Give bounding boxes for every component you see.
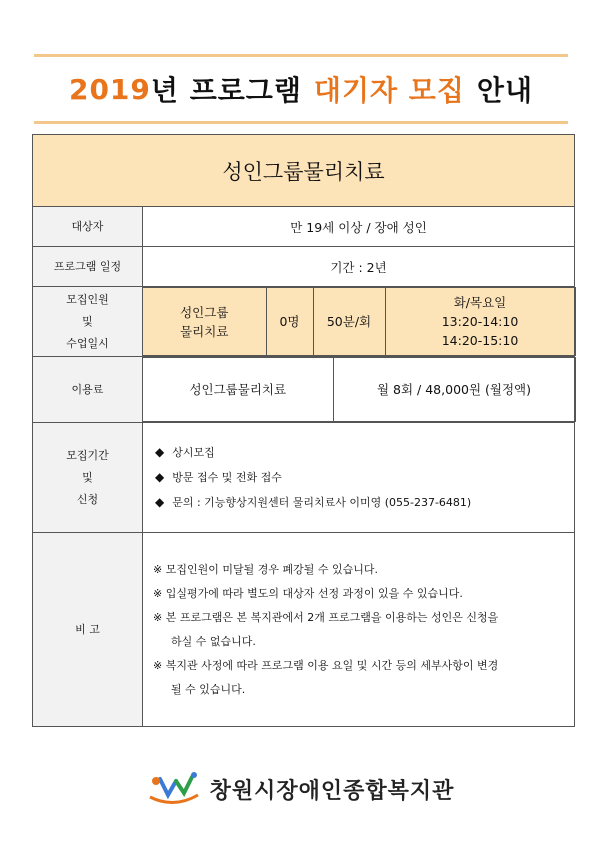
recruit-days: 화/목요일 xyxy=(453,295,507,310)
recruit-count: 0명 xyxy=(266,288,313,356)
apply-details xyxy=(143,423,575,533)
recruit-time-1: 13:20-14:10 xyxy=(441,314,519,329)
recruit-label-3: 수업일시 xyxy=(66,336,109,350)
apply-label-3: 신청 xyxy=(76,492,99,506)
apply-label-2: 및 xyxy=(82,470,93,484)
title-part3: 안내 xyxy=(476,74,534,107)
title-part1: 년 프로그램 xyxy=(150,74,302,107)
diamond-bullet-icon: ◆ xyxy=(155,495,165,509)
note-line: 하실 수 없습니다. xyxy=(171,634,256,648)
schedule-label: 프로그램 일정 xyxy=(33,247,143,287)
program-info-table xyxy=(32,134,575,727)
target-value: 만 19세 이상 / 장애 성인 xyxy=(143,207,575,247)
recruit-time xyxy=(385,288,575,356)
note-line: ※ 본 프로그램은 본 복지관에서 2개 프로그램을 이용하는 성인은 신청을 xyxy=(153,610,499,624)
apply-item xyxy=(155,440,574,465)
page-title xyxy=(34,54,568,124)
apply-item xyxy=(155,465,574,490)
apply-label xyxy=(33,423,143,533)
recruit-duration: 50분/회 xyxy=(313,288,385,356)
recruit-label xyxy=(33,287,143,357)
fee-value: 월 8회 / 48,000원 (월정액) xyxy=(333,358,575,422)
title-year: 2019 xyxy=(68,72,151,106)
note-line: ※ 입실평가에 따라 별도의 대상자 선정 과정이 있을 수 있습니다. xyxy=(153,586,463,600)
fee-details xyxy=(143,357,575,423)
fee-program: 성인그룹물리치료 xyxy=(143,358,333,422)
diamond-bullet-icon: ◆ xyxy=(155,470,165,484)
recruit-program-line1: 성인그룹 xyxy=(180,304,229,320)
notes-content xyxy=(143,533,575,727)
note-line: 될 수 있습니다. xyxy=(171,682,246,696)
diamond-bullet-icon: ◆ xyxy=(155,445,165,459)
apply-item-text: 문의 : 기능향상지원센터 물리치료사 이미영 (055-237-6481) xyxy=(172,496,472,509)
apply-item-text: 상시모집 xyxy=(172,446,215,459)
schedule-value: 기간 : 2년 xyxy=(143,247,575,287)
apply-label-1: 모집기간 xyxy=(66,448,109,462)
apply-item-text: 방문 접수 및 전화 접수 xyxy=(172,471,282,484)
apply-item xyxy=(155,490,574,515)
program-name: 성인그룹물리치료 xyxy=(33,135,575,207)
fee-label: 이용료 xyxy=(33,357,143,423)
recruit-time-2: 14:20-15:10 xyxy=(441,333,519,348)
note-line: ※ 모집인원이 미달될 경우 폐강될 수 있습니다. xyxy=(153,562,378,576)
notes-label: 비 고 xyxy=(33,533,143,727)
org-logo-icon xyxy=(146,769,202,809)
note-line: ※ 복지관 사정에 따라 프로그램 이용 요일 및 시간 등의 세부사항이 변경 xyxy=(153,658,499,672)
recruit-label-1: 모집인원 xyxy=(66,292,109,306)
recruit-program-line2: 물리치료 xyxy=(180,323,229,339)
recruit-details xyxy=(143,287,575,357)
recruit-program xyxy=(143,288,266,356)
org-name: 창원시장애인종합복지관 xyxy=(209,778,455,804)
title-part2: 대기자 모집 xyxy=(313,74,465,107)
recruit-label-2: 및 xyxy=(82,314,93,328)
target-label: 대상자 xyxy=(33,207,143,247)
footer xyxy=(0,764,600,814)
